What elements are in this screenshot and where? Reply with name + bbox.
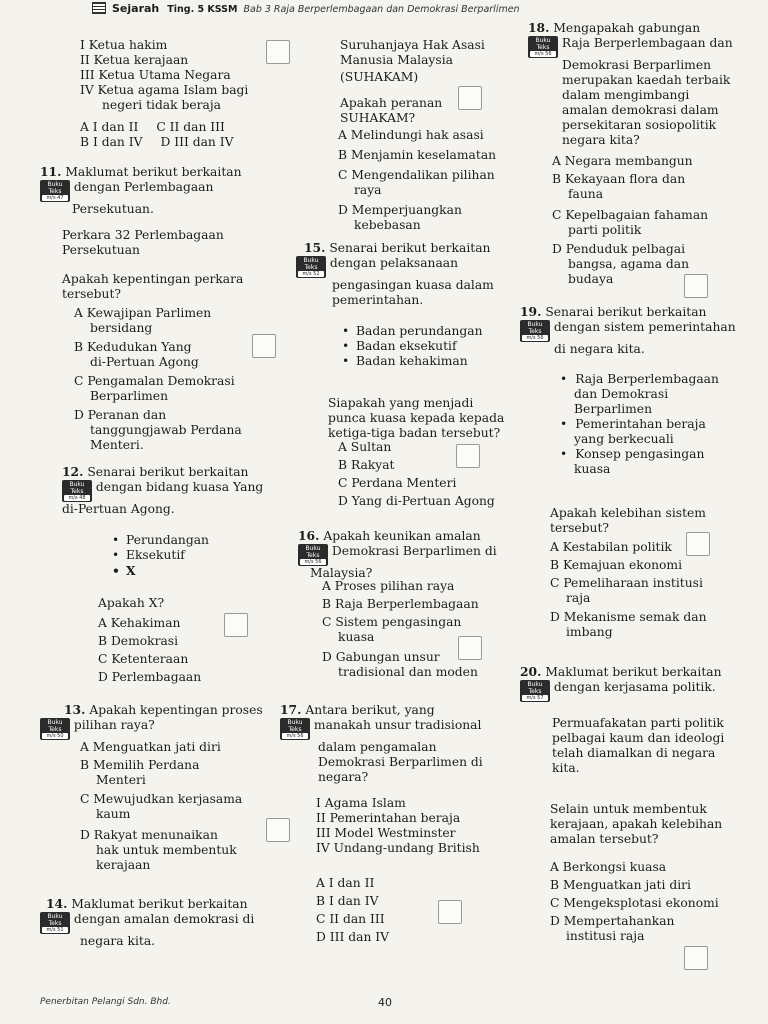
q19-question: Apakah kelebihan sistem tersebut?: [550, 506, 706, 535]
question-13: 13. Apakah kepentingan proses Buku Teks m/s 50 pilihan raya?: [64, 702, 294, 740]
book-icon: [92, 2, 106, 14]
q14-info-box: Suruhanjaya Hak Asasi Manusia Malaysia (SUHAKAM): [340, 38, 485, 84]
question-11: 11. Maklumat berikut berkaitan Buku Teks m/s 47 dengan Perlembagaan Persekutuan.: [40, 164, 242, 216]
header-chapter: Bab 3 Raja Berperlembagaan dan Demokrasi Berparlimen: [243, 4, 520, 15]
q16-answer-box[interactable]: [458, 636, 482, 660]
q10-options: A I dan II C II dan III B I dan IV D III dan IV: [80, 120, 234, 149]
textbook-badge: Buku Teks m/s 56: [280, 718, 310, 740]
q15-question: Siapakah yang menjadi punca kuasa kepada kepada ketiga-tiga badan tersebut?: [328, 396, 505, 440]
q13-options: A Menguatkan jati diri B Memilih Perdana Menteri C Mewujudkan kerjasama kaum D Rakyat menunaikan hak untuk membentuk kerajaan: [80, 740, 243, 872]
textbook-badge: Buku Teks m/s 52: [296, 256, 326, 278]
header-course: Ting. 5 KSSM: [167, 4, 238, 15]
textbook-badge: Buku Teks m/s 47: [40, 180, 70, 202]
textbook-badge: Buku Teks m/s 50: [40, 718, 70, 740]
q14-options: A Melindungi hak asasi B Menjamin keselamatan C Mengendalikan pilihan raya D Memperjuangkan kebebasan: [338, 128, 497, 232]
q18-options: A Negara membangun B Kekayaan flora dan fauna C Kepelbagaian fahaman parti politik D Penduduk pelbagai bangsa, agama dan budaya: [552, 154, 709, 286]
q19-answer-box[interactable]: [686, 532, 710, 556]
q17-list: I Agama Islam II Pemerintahan beraja III Model Westminster IV Undang-undang British: [316, 796, 480, 855]
textbook-badge: Buku Teks m/s 56: [298, 544, 328, 566]
q20-question: Selain untuk membentuk kerajaan, apakah kelebihan amalan tersebut?: [550, 802, 723, 846]
q17-answer-box[interactable]: [438, 900, 462, 924]
q17-options: A I dan II B I dan IV C II dan III D III dan IV: [316, 876, 390, 944]
textbook-badge: Buku Teks m/s 51: [40, 912, 70, 934]
q16-options: A Proses pilihan raya B Raja Berperlembagaan C Sistem pengasingan kuasa D Gabungan unsur tradisional dan moden: [322, 579, 479, 679]
q18-answer-box[interactable]: [684, 274, 708, 298]
q20-options: A Berkongsi kuasa B Menguatkan jati diri C Mengeksplotasi ekonomi D Mempertahankan institusi raja: [550, 860, 719, 943]
q12-options: A Kehakiman B Demokrasi C Ketenteraan D Perlembagaan: [98, 616, 202, 684]
q12-answer-box[interactable]: [224, 613, 248, 637]
question-20: 20. Maklumat berikut berkaitan Buku Teks m/s 57 dengan kerjasama politik.: [520, 664, 722, 701]
q15-bullets: • Badan perundangan • Badan eksekutif • Badan kehakiman: [328, 324, 546, 369]
textbook-badge: Buku Teks m/s 57: [520, 680, 550, 702]
publisher-footer: Penerbitan Pelangi Sdn. Bhd.: [40, 997, 171, 1007]
header-subject: Sejarah: [112, 2, 160, 15]
q19-options: A Kestabilan politik B Kemajuan ekonomi C Pemeliharaan institusi raja D Mekanisme semak dan imbang: [550, 540, 707, 639]
textbook-badge: Buku Teks m/s 48: [62, 480, 92, 502]
question-15: 15. Senarai berikut berkaitan Buku Teks m/s 52 dengan pelaksanaan pengasingan kuasa dalam pemerintahan.: [304, 240, 516, 308]
textbook-badge: Buku Teks m/s 56: [528, 36, 558, 58]
q11-info-box: Perkara 32 Perlembagaan Persekutuan: [62, 228, 224, 257]
q11-question: Apakah kepentingan perkara tersebut?: [62, 272, 244, 301]
q14-answer-box[interactable]: [458, 86, 482, 110]
q19-bullets: • Raja Berperlembagaan dan Demokrasi Berparlimen • Pemerintahan beraja yang berkecuali • Konsep pengasingan kuasa: [560, 372, 766, 477]
q15-options: A Sultan B Rakyat C Perdana Menteri D Yang di-Pertuan Agong: [338, 440, 495, 508]
q14-question: Apakah peranan SUHAKAM?: [340, 96, 443, 125]
q15-answer-box[interactable]: [456, 444, 480, 468]
q12-question: Apakah X?: [98, 596, 165, 610]
q13-answer-box[interactable]: [266, 818, 290, 842]
q20-answer-box[interactable]: [684, 946, 708, 970]
question-19: 19. Senarai berikut berkaitan Buku Teks m/s 56 dengan sistem pemerintahan di negara kita.: [520, 304, 736, 356]
question-16: 16. Apakah keunikan amalan Buku Teks m/s 56 Demokrasi Berparlimen di Malaysia?: [298, 528, 497, 580]
q12-bullets: • Perundangan • Eksekutif • X: [98, 533, 328, 578]
question-12: 12. Senarai berikut berkaitan Buku Teks m/s 48 dengan bidang kuasa Yang di-Pertuan Agong.: [62, 464, 264, 516]
q20-info-box: Permuafakatan parti politik pelbagai kaum dan ideologi telah diamalkan di negara kita.: [552, 716, 725, 775]
page-number: 40: [378, 996, 392, 1009]
q11-answer-box[interactable]: [252, 334, 276, 358]
textbook-badge: Buku Teks m/s 56: [520, 320, 550, 342]
q10-list: I Ketua hakim II Ketua kerajaan III Ketua Utama Negara IV Ketua agama Islam bagi negeri tidak beraja: [80, 38, 249, 112]
question-18: 18. Mengapakah gabungan Buku Teks m/s 56 Raja Berperlembagaan dan Demokrasi Berparlimen merupakan kaedah terbaik dalam mengimbangi amalan demokrasi dalam persekitaran sosiopolitik negara kita?: [528, 20, 733, 147]
question-17: 17. Antara berikut, yang Buku Teks m/s 56 manakah unsur tradisional dalam pengamalan Demokrasi Berparlimen di negara?: [280, 702, 483, 784]
q10-answer-box[interactable]: [266, 40, 290, 64]
page-header: [92, 2, 768, 20]
question-14: 14. Maklumat berikut berkaitan Buku Teks m/s 51 dengan amalan demokrasi di negara kita.: [46, 896, 296, 949]
q11-options: A Kewajipan Parlimen bersidang B Kedudukan Yang di-Pertuan Agong C Pengamalan Demokrasi Berparlimen D Peranan dan tanggungjawab Perdana Menteri.: [74, 306, 242, 452]
